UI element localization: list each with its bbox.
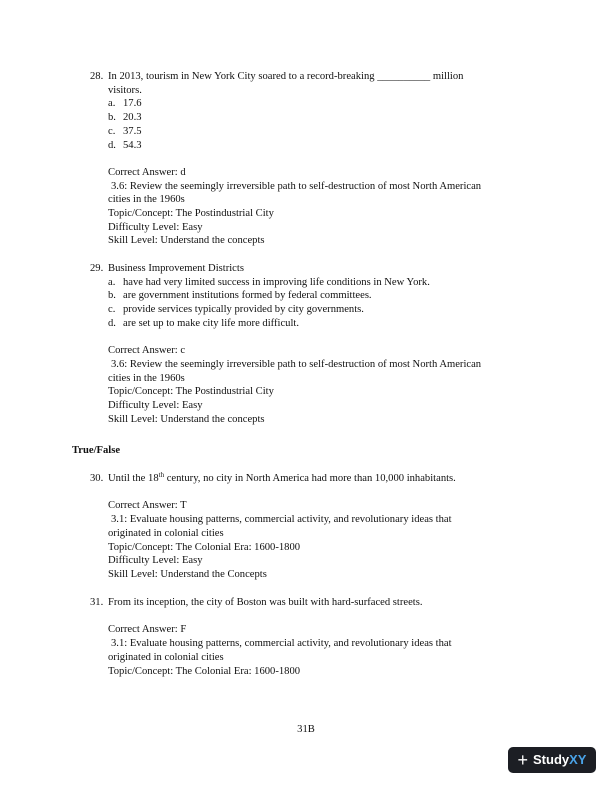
question-30 bbox=[90, 472, 540, 582]
option-b: b. are government institutions formed by federal committees. bbox=[108, 290, 372, 302]
option-c: c. provide services typically provided by city governments. bbox=[108, 304, 364, 316]
brand-logo-accent: XY bbox=[569, 752, 587, 768]
topic-concept: Topic/Concept: The Postindustrial City bbox=[108, 208, 274, 220]
question-number: 28. bbox=[90, 71, 104, 82]
question-stem bbox=[90, 70, 540, 97]
studyxy-badge[interactable] bbox=[508, 747, 596, 773]
answer-metadata bbox=[108, 499, 540, 581]
brand-logo-text: StudyXY bbox=[533, 752, 587, 768]
correct-answer: Correct Answer: c bbox=[108, 345, 186, 357]
difficulty-level: Difficulty Level: Easy bbox=[108, 555, 203, 567]
skill-level: Skill Level: Understand the Concepts bbox=[108, 568, 267, 580]
question-stem bbox=[90, 472, 540, 486]
learning-objective-cont: originated in colonial cities bbox=[108, 651, 224, 663]
learning-objective-cont: cities in the 1960s bbox=[108, 194, 185, 206]
question-stem bbox=[90, 596, 540, 610]
question-28 bbox=[90, 70, 540, 248]
answer-options bbox=[108, 276, 540, 331]
learning-objective: 3.6: Review the seemingly irreversible path to self-destruction of most North American bbox=[111, 180, 482, 192]
skill-level: Skill Level: Understand the concepts bbox=[108, 235, 265, 247]
difficulty-level: Difficulty Level: Easy bbox=[108, 221, 203, 233]
answer-metadata bbox=[108, 166, 540, 248]
correct-answer: Correct Answer: F bbox=[108, 624, 187, 636]
question-29 bbox=[90, 262, 540, 426]
difficulty-level: Difficulty Level: Easy bbox=[108, 400, 203, 412]
option-b: b. 20.3 bbox=[108, 112, 142, 124]
topic-concept: Topic/Concept: The Postindustrial City bbox=[108, 386, 274, 398]
question-number: 31. bbox=[90, 597, 104, 608]
correct-answer: Correct Answer: T bbox=[108, 500, 187, 512]
answer-metadata bbox=[108, 623, 540, 678]
stem-line: visitors. bbox=[108, 84, 142, 96]
stem-line: Until the 18th century, no city in North America had more than 10,000 inhabitants. bbox=[108, 471, 456, 484]
section-heading-true-false: True/False bbox=[72, 445, 121, 456]
correct-answer: Correct Answer: d bbox=[108, 166, 186, 178]
topic-concept: Topic/Concept: The Colonial Era: 1600-1800 bbox=[108, 665, 301, 677]
stem-line: In 2013, tourism in New York City soared to a record-breaking __________ million bbox=[108, 71, 464, 82]
topic-concept: Topic/Concept: The Colonial Era: 1600-1800 bbox=[108, 541, 301, 553]
option-a: a. have had very limited success in improving life conditions in New York. bbox=[108, 276, 430, 288]
option-d: d. 54.3 bbox=[108, 139, 142, 151]
plus-icon: + bbox=[517, 750, 529, 770]
question-number: 30. bbox=[90, 473, 104, 484]
skill-level: Skill Level: Understand the concepts bbox=[108, 413, 265, 425]
question-stem bbox=[90, 262, 540, 276]
option-c: c. 37.5 bbox=[108, 125, 142, 137]
stem-line: Business Improvement Districts bbox=[108, 263, 244, 274]
question-31 bbox=[90, 596, 540, 678]
learning-objective: 3.1: Evaluate housing patterns, commercial activity, and revolutionary ideas that bbox=[111, 638, 452, 650]
learning-objective-cont: cities in the 1960s bbox=[108, 372, 185, 384]
learning-objective-cont: originated in colonial cities bbox=[108, 527, 224, 539]
answer-metadata bbox=[108, 344, 540, 426]
superscript: th bbox=[158, 471, 165, 479]
page-number: 31B bbox=[297, 724, 315, 735]
option-a: a. 17.6 bbox=[108, 98, 142, 110]
answer-options bbox=[108, 97, 540, 152]
learning-objective: 3.6: Review the seemingly irreversible path to self-destruction of most North American bbox=[111, 358, 482, 370]
stem-line: From its inception, the city of Boston was built with hard-surfaced streets. bbox=[108, 597, 423, 608]
question-number: 29. bbox=[90, 263, 104, 274]
learning-objective: 3.1: Evaluate housing patterns, commercial activity, and revolutionary ideas that bbox=[111, 514, 452, 526]
option-d: d. are set up to make city life more difficult. bbox=[108, 317, 300, 329]
